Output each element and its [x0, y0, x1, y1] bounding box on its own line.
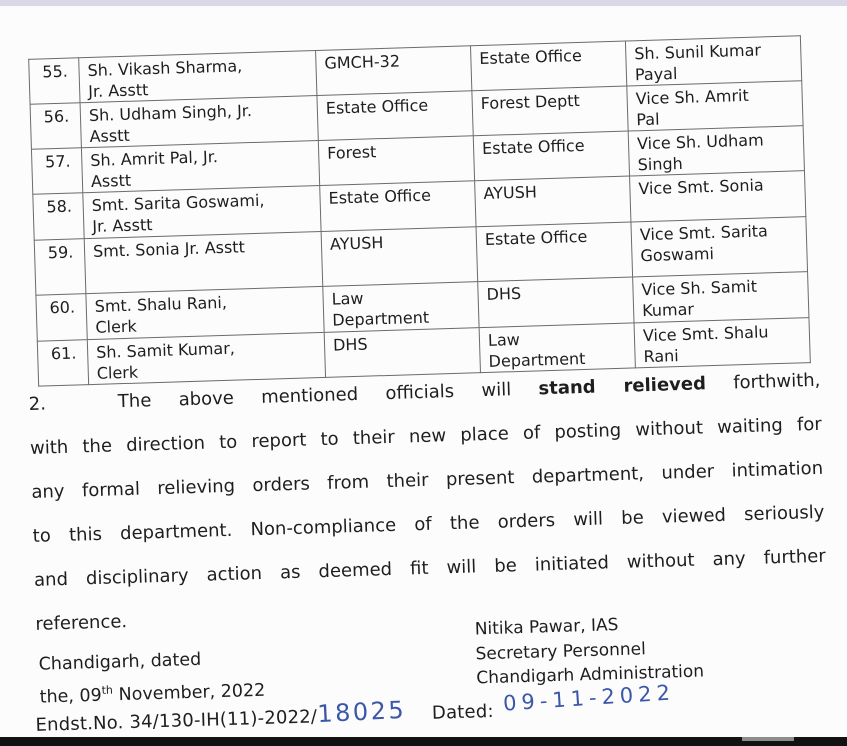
cell-vice: Vice Sh. Amrit Pal [627, 81, 803, 131]
transfer-order-table [28, 35, 811, 386]
cell-present-office: AYUSH [321, 227, 478, 287]
cell-new-office: Estate Office [473, 131, 629, 181]
cell-present-office: DHS [324, 328, 480, 378]
cell-vice: Vice Sh. Samit Kumar [633, 272, 809, 323]
cell-vice: Sh. Sunil Kumar Payal [625, 36, 801, 86]
cell-vice: Vice Smt. Sarita Goswami [631, 217, 808, 277]
paragraph-text: forthwith, [705, 369, 821, 395]
cell-vice: Vice Smt. Sonia [630, 171, 806, 222]
cell-serial: 60. [36, 294, 87, 342]
scan-edge-bottom [0, 737, 847, 746]
cell-vice: Vice Sh. Udham Singh [628, 126, 804, 176]
signatory-org: Chandigarh Administration [476, 661, 705, 689]
paragraph-line: reference. [35, 611, 128, 635]
signatory-name: Nitika Pawar, IAS [474, 615, 619, 640]
place-line: Chandigarh, dated [38, 649, 202, 675]
cell-official-name: Sh. Vikash Sharma, Jr. Asstt [79, 51, 317, 103]
cell-present-office: Forest [318, 136, 474, 186]
cell-new-office: Forest Deptt [472, 86, 628, 136]
handwritten-date: 09-11-2022 [502, 680, 676, 716]
cell-official-name: Sh. Samit Kumar, Clerk [87, 332, 325, 384]
signatory-title: Secretary Personnel [475, 638, 647, 664]
cell-new-office: Estate Office [476, 222, 633, 282]
dated-label: Dated: [431, 700, 494, 724]
cell-new-office: AYUSH [475, 176, 631, 227]
date-text: the, 09 [39, 685, 103, 708]
cell-serial: 58. [33, 193, 84, 241]
place-date-block [38, 644, 265, 712]
date-text: November, 2022 [112, 680, 266, 706]
paragraph-number: 2. [28, 393, 47, 415]
cell-serial: 57. [31, 148, 82, 195]
cell-official-name: Sh. Udham Singh, Jr. Asstt [80, 96, 318, 148]
cell-serial: 56. [30, 103, 81, 150]
cell-serial: 59. [34, 239, 86, 296]
cell-present-office: Estate Office [320, 181, 476, 232]
cell-official-name: Smt. Sonia Jr. Asstt [84, 231, 323, 293]
paragraph-line: to this department. Non-compliance of the orders will be viewed seriously [32, 501, 825, 547]
date-ordinal-suffix: th [101, 683, 114, 697]
cell-official-name: Smt. Sarita Goswami, Jr. Asstt [83, 185, 321, 238]
paragraph-line: and disciplinary action as deemed fit will be initiated without any further [33, 545, 827, 591]
cell-serial: 61. [37, 340, 88, 387]
cell-present-office: GMCH-32 [316, 46, 472, 96]
cell-new-office: Estate Office [470, 41, 626, 91]
paragraph-bold-text: stand relieved [538, 373, 707, 400]
endorsement-number-label: Endst.No. 34/130-IH(11)-2022/ [35, 706, 318, 736]
cell-official-name: Smt. Shalu Rani, Clerk [86, 286, 324, 339]
paragraph-line: any formal relieving orders from their present department, under intimation [31, 457, 824, 503]
cell-new-office: Law Department [479, 323, 635, 373]
paragraph-line: with the direction to report to their new place of posting without waiting for [29, 413, 823, 459]
cell-present-office: Law Department [323, 282, 479, 333]
handwritten-dispatch-number: 18025 [316, 695, 407, 729]
scan-edge-notch [742, 737, 794, 741]
signature-block [474, 610, 704, 690]
paragraph-text: The above mentioned officials will [117, 378, 539, 413]
paragraph-2 [28, 359, 828, 647]
cell-new-office: DHS [478, 277, 634, 328]
cell-vice: Vice Smt. Shalu Rani [634, 318, 810, 368]
cell-serial: 55. [29, 58, 80, 105]
cell-official-name: Sh. Amrit Pal, Jr. Asstt [81, 141, 319, 193]
cell-present-office: Estate Office [317, 91, 473, 141]
paragraph-indent [46, 407, 118, 409]
